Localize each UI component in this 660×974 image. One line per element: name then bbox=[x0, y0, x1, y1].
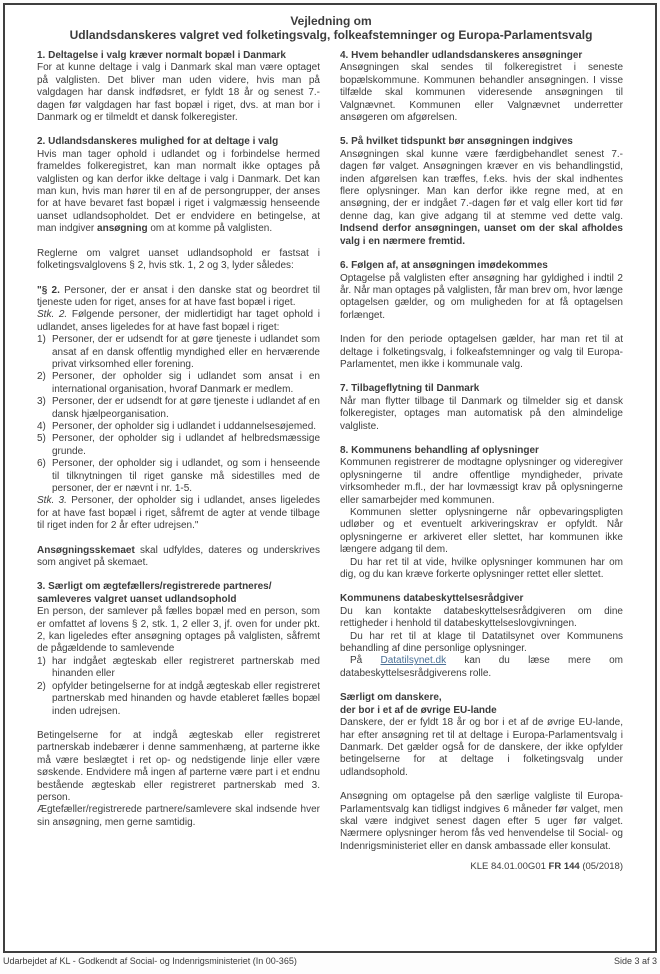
footer-page-number: Side 3 af 3 bbox=[613, 956, 657, 966]
section bbox=[340, 383, 623, 433]
paragraph bbox=[340, 631, 623, 656]
text-run: Ansøgningen skal kunne være færdigbehandlet senest 7.-dagen før valget. Ansøgningen kræver en vis behandlingstid, inden afgørelsen kan træffes, f.eks. hvis der skal indhentes flere oplysninger. Man kan derfor ikke regne med, at en ansøgning, der er indgået 7.-dagen før et valg eller kort tid før denne dag, kan give adgang til at stemme ved dette valg. bbox=[340, 148, 623, 222]
two-column-body bbox=[37, 50, 625, 874]
list-item bbox=[37, 681, 320, 718]
list-number: 2) bbox=[37, 680, 46, 692]
paragraph bbox=[340, 557, 623, 582]
text-run: Kommunen sletter oplysningerne når opbevaringspligten udløber og et eventuelt arkiveringskrav er opfyldt. Når oplysningerne er arkiveret eller slettet, har kommunen ikke længere adgang til dem. bbox=[340, 507, 623, 556]
paragraph bbox=[37, 285, 320, 310]
section bbox=[37, 50, 320, 124]
list-number: 6) bbox=[37, 458, 46, 470]
paragraph bbox=[340, 791, 623, 853]
text-run: Personer, der opholder sig i udlandet, og som i henseende til tilknytningen til riget ganske må sidestilles med de personer, der er nævnt i nr. 1-5. bbox=[52, 458, 320, 494]
doc-number bbox=[340, 861, 623, 873]
list-text bbox=[52, 421, 320, 433]
paragraph bbox=[37, 248, 320, 273]
section-heading: Særligt om danskere, der bor i et af de øvrige EU-lande bbox=[340, 692, 497, 716]
paragraph bbox=[340, 149, 623, 248]
document-title bbox=[37, 14, 625, 42]
list-item bbox=[37, 371, 320, 396]
paragraph bbox=[37, 62, 320, 124]
list-number: 3) bbox=[37, 396, 46, 408]
text-run: kan du læse mere om databeskyttelsesrådgiverens rolle. bbox=[340, 655, 623, 679]
section-heading: Kommunens databeskyttelsesrådgiver bbox=[340, 593, 524, 605]
text-run: Betingelserne for at indgå ægteskab eller registreret partnerskab indebærer i denne sammenhæng, at parterne ikke må være beslægtet i ret op- og nedstigende linje eller være søskende. Endvidere må ingen af parterne være part i et endnu bestående ægteskab eller registreret partnerskab med 3. person. bbox=[37, 729, 320, 803]
section-heading: 1. Deltagelse i valg kræver normalt bopæl i Danmark bbox=[37, 50, 286, 61]
paragraph bbox=[340, 717, 623, 779]
section-heading: 2. Udlandsdanskeres mulighed for at deltage i valg bbox=[37, 136, 279, 148]
text-run: Personer, der er ansat i den danske stat og beordret til tjeneste uden for riget, anses for at have fast bopæl i riget. bbox=[37, 284, 320, 308]
right-column bbox=[340, 50, 623, 874]
numbered-list bbox=[37, 334, 320, 495]
text-run: En person, der samlever på fælles bopæl med en person, som er omfattet af lovens § 2, stk. 1, 2 eller 3, jf. oven for under pkt. 2, kan ligeledes efter ansøgning optages på valglisten, såfremt de pågældende to samlevende bbox=[37, 606, 320, 655]
list-number: 1) bbox=[37, 655, 46, 667]
text-run: Ansøgningen skal sendes til folkeregistret i seneste bopælskommune. Kommunen behandler ansøgningen. I visse tilfælde skal kommunen videresende ansøgningen til Valgnævnet. Kommunen eller Valgnævnet underretter ansøgeren om afgørelsen. bbox=[340, 62, 623, 124]
bold-run: FR 144 bbox=[548, 861, 580, 873]
list-number: 2) bbox=[37, 371, 46, 383]
paragraph bbox=[37, 545, 320, 570]
text-run: Personer, der opholder sig i udlandet som ansat i en international organisation, hvoraf Danmark er medlem. bbox=[52, 371, 320, 395]
text-run: Personer, der opholder sig i udlandet af helbredsmæssige grunde. bbox=[52, 433, 320, 457]
italic-run: Stk. 3. bbox=[37, 495, 67, 507]
italic-run: Stk. 2. bbox=[37, 309, 68, 321]
list-item bbox=[37, 396, 320, 421]
text-run: opfylder betingelserne for at indgå ægteskab eller registreret partnerskab med hinanden og havde etableret fælles bopæl inden udrejsen. bbox=[52, 680, 320, 717]
paragraph bbox=[340, 606, 623, 631]
section bbox=[340, 593, 623, 680]
bold-run: ansøgning bbox=[97, 223, 148, 235]
section bbox=[340, 260, 623, 371]
text-run: Inden for den periode optagelsen gælder, har man ret til at deltage i folketingsvalg, i folkeafstemninger og valg til Europa-Parlamentet, men ikke i kommunale valg. bbox=[340, 334, 623, 370]
list-item bbox=[37, 334, 320, 371]
text-run: Hvis man tager ophold i udlandet og i forbindelse hermed frameldes folkeregistret, kan man normalt ikke optages på valglisten og kan derfor ikke deltage i valg i Danmark. Det kan man kun, hvis man hører til en af de persongrupper, der anses for at have bevaret fast bopæl i riget i valgmæssig henseende uanset udlandsopholdet. Det er endvidere en betingelse, at man indgiver bbox=[37, 148, 320, 235]
text-run: (05/2018) bbox=[579, 861, 623, 873]
section bbox=[340, 50, 623, 124]
title-line-1: Vejledning om bbox=[290, 14, 372, 28]
text-run: Ægtefæller/registrerede partnere/samlevere skal indsende hver sin ansøgning, men gerne samtidig. bbox=[37, 804, 320, 828]
section-heading: 8. Kommunens behandling af oplysninger bbox=[340, 444, 539, 456]
paragraph bbox=[37, 804, 320, 829]
text-run: KLE 84.01.00G01 bbox=[470, 861, 549, 873]
paragraph bbox=[340, 334, 623, 371]
text-run: Reglerne om valgret uanset udlandsophold er fastsat i folketingsvalglovens § 2, hvis stk. 1, 2 og 3, lyder således: bbox=[37, 247, 320, 272]
text-run: Følgende personer, der midlertidigt har taget ophold i udlandet, anses ligeledes for at have fast bopæl i riget: bbox=[37, 309, 320, 333]
title-line-2: Udlandsdanskeres valgret ved folketingsvalg, folkeafstemninger og Europa-Parlamentsvalg bbox=[69, 28, 593, 42]
section bbox=[340, 445, 623, 581]
text-run: om at komme på valglisten. bbox=[147, 223, 273, 235]
datatilsynet-link[interactable]: Datatilsynet.dk bbox=[380, 655, 447, 667]
text-run: Du har ret til at klage til Datatilsynet over Kommunens behandling af dine personlige oplysninger. bbox=[340, 630, 623, 655]
text-run: Ansøgning om optagelse på den særlige valgliste til Europa-Parlamentsvalg kan tidligst indgives 6 måneder før valget, men skal være indgivet senest dagen efter 5 uger før valget. Nærmere oplysninger herom fås ved henvendelse til Social- og Indenrigsministeriet eller en dansk ambassade eller konsulat. bbox=[340, 791, 623, 852]
text-run: Danskere, der er fyldt 18 år og bor i et af de øvrige EU-lande, har efter ansøgning ret til at deltage i Europa-Parlamentsvalg i Danmark. Det gælder også for de danskere, der ikke opfylder betingelserne for at deltage i folketingsvalg under udlandsophold. bbox=[340, 717, 623, 778]
section-heading: 5. På hvilket tidspunkt bør ansøgningen indgives bbox=[340, 136, 573, 148]
text-run: Optagelse på valglisten efter ansøgning har gyldighed i indtil 2 år. Når man optages på valglisten, får man brev om, hvor længe optagelsen gælder, og om muligheden for at få optagelsen forlænget. bbox=[340, 272, 623, 321]
text-run: Personer, der opholder sig i udlandet i uddannelsesøjemed. bbox=[52, 420, 317, 432]
paragraph bbox=[37, 730, 320, 804]
section bbox=[37, 136, 320, 569]
bold-run: "§ 2. bbox=[37, 284, 60, 296]
paragraph bbox=[37, 606, 320, 656]
list-number: 5) bbox=[37, 433, 46, 445]
list-text bbox=[52, 334, 320, 371]
bold-run: Indsend derfor ansøgningen, uanset om der skal afholdes valg i en nærmere fremtid. bbox=[340, 223, 623, 247]
text-run: Personer, der opholder sig i udlandet, anses ligeledes for at have fast bopæl i riget, såfremt de agter at vende tilbage til riget inden for 2 år efter udrejsen." bbox=[37, 495, 320, 532]
list-number: 4) bbox=[37, 420, 46, 432]
list-item bbox=[37, 458, 320, 495]
document-frame bbox=[3, 3, 657, 953]
list-item bbox=[37, 433, 320, 458]
list-item bbox=[37, 421, 320, 433]
paragraph bbox=[37, 149, 320, 236]
list-text bbox=[52, 458, 320, 495]
text-run: Personer, der er udsendt for at gøre tjeneste i udlandet af en dansk hjælpeorganisation. bbox=[52, 396, 320, 420]
section bbox=[37, 581, 320, 829]
section bbox=[340, 692, 623, 873]
paragraph bbox=[37, 309, 320, 334]
text-run: Personer, der er udsendt for at gøre tjeneste i udlandet som ansat af en dansk offentlig myndighed eller en herværende privat virksomhed eller forening. bbox=[52, 334, 320, 370]
text-run: har indgået ægteskab eller registreret partnerskab med hinanden eller bbox=[52, 655, 320, 680]
text-run: Kommunen registrerer de modtagne oplysninger og videregiver oplysningerne til andre offentlige myndigheder, private virksomheder m.fl., der har lovmæssigt krav på oplysningerne eller samarbejder med kommunen. bbox=[340, 457, 623, 506]
section bbox=[340, 136, 623, 248]
paragraph bbox=[340, 457, 623, 507]
text-run: Du kan kontakte databeskyttelsesrådgiveren om dine rettigheder i henhold til databeskyttelseslovgivningen. bbox=[340, 605, 623, 630]
section-heading: 4. Hvem behandler udlandsdanskeres ansøgninger bbox=[340, 50, 583, 61]
paragraph bbox=[340, 655, 623, 680]
paragraph bbox=[340, 507, 623, 557]
list-text bbox=[52, 433, 320, 458]
page-footer bbox=[3, 956, 657, 966]
paragraph bbox=[340, 62, 623, 124]
list-item bbox=[37, 656, 320, 681]
paragraph bbox=[37, 495, 320, 532]
footer-approval-text: Udarbejdet af KL - Godkendt af Social- og Indenrigsministeriet (In 00-365) bbox=[3, 956, 297, 966]
list-number: 1) bbox=[37, 334, 46, 346]
bold-run: Ansøgningsskemaet bbox=[37, 544, 135, 556]
paragraph bbox=[340, 273, 623, 323]
list-text bbox=[52, 396, 320, 421]
text-run: For at kunne deltage i valg i Danmark skal man være optaget på valglisten. Det bliver man uden videre, hvis man på valgdagen har dansk indfødsret, er fyldt 18 år og senest 7.-dagen før valgdagen har fast bopæl i riget, dvs. at man bor i Danmark og er tilmeldt et dansk folkeregister. bbox=[37, 62, 320, 124]
list-text bbox=[52, 656, 320, 681]
numbered-list bbox=[37, 656, 320, 718]
text-run: Når man flytter tilbage til Danmark og tilmelder sig et dansk folkeregister, optages man automatisk på den almindelige valgliste. bbox=[340, 395, 623, 432]
text-run: skal udfyldes, dateres og underskrives som angivet på skemaet. bbox=[37, 544, 320, 569]
list-text bbox=[52, 371, 320, 396]
paragraph bbox=[340, 396, 623, 433]
section-heading: 3. Særligt om ægtefællers/registrerede partneres/ samleveres valgret uanset udlandsophold bbox=[37, 581, 272, 605]
text-run: Du har ret til at vide, hvilke oplysninger kommunen har om dig, og du kan kræve forkerte oplysninger rettet eller slettet. bbox=[340, 556, 623, 581]
list-text bbox=[52, 681, 320, 718]
section-heading: 6. Følgen af, at ansøgningen imødekommes bbox=[340, 260, 548, 272]
section-heading: 7. Tilbageflytning til Danmark bbox=[340, 383, 480, 395]
left-column bbox=[37, 50, 320, 874]
text-run: På bbox=[350, 655, 381, 667]
